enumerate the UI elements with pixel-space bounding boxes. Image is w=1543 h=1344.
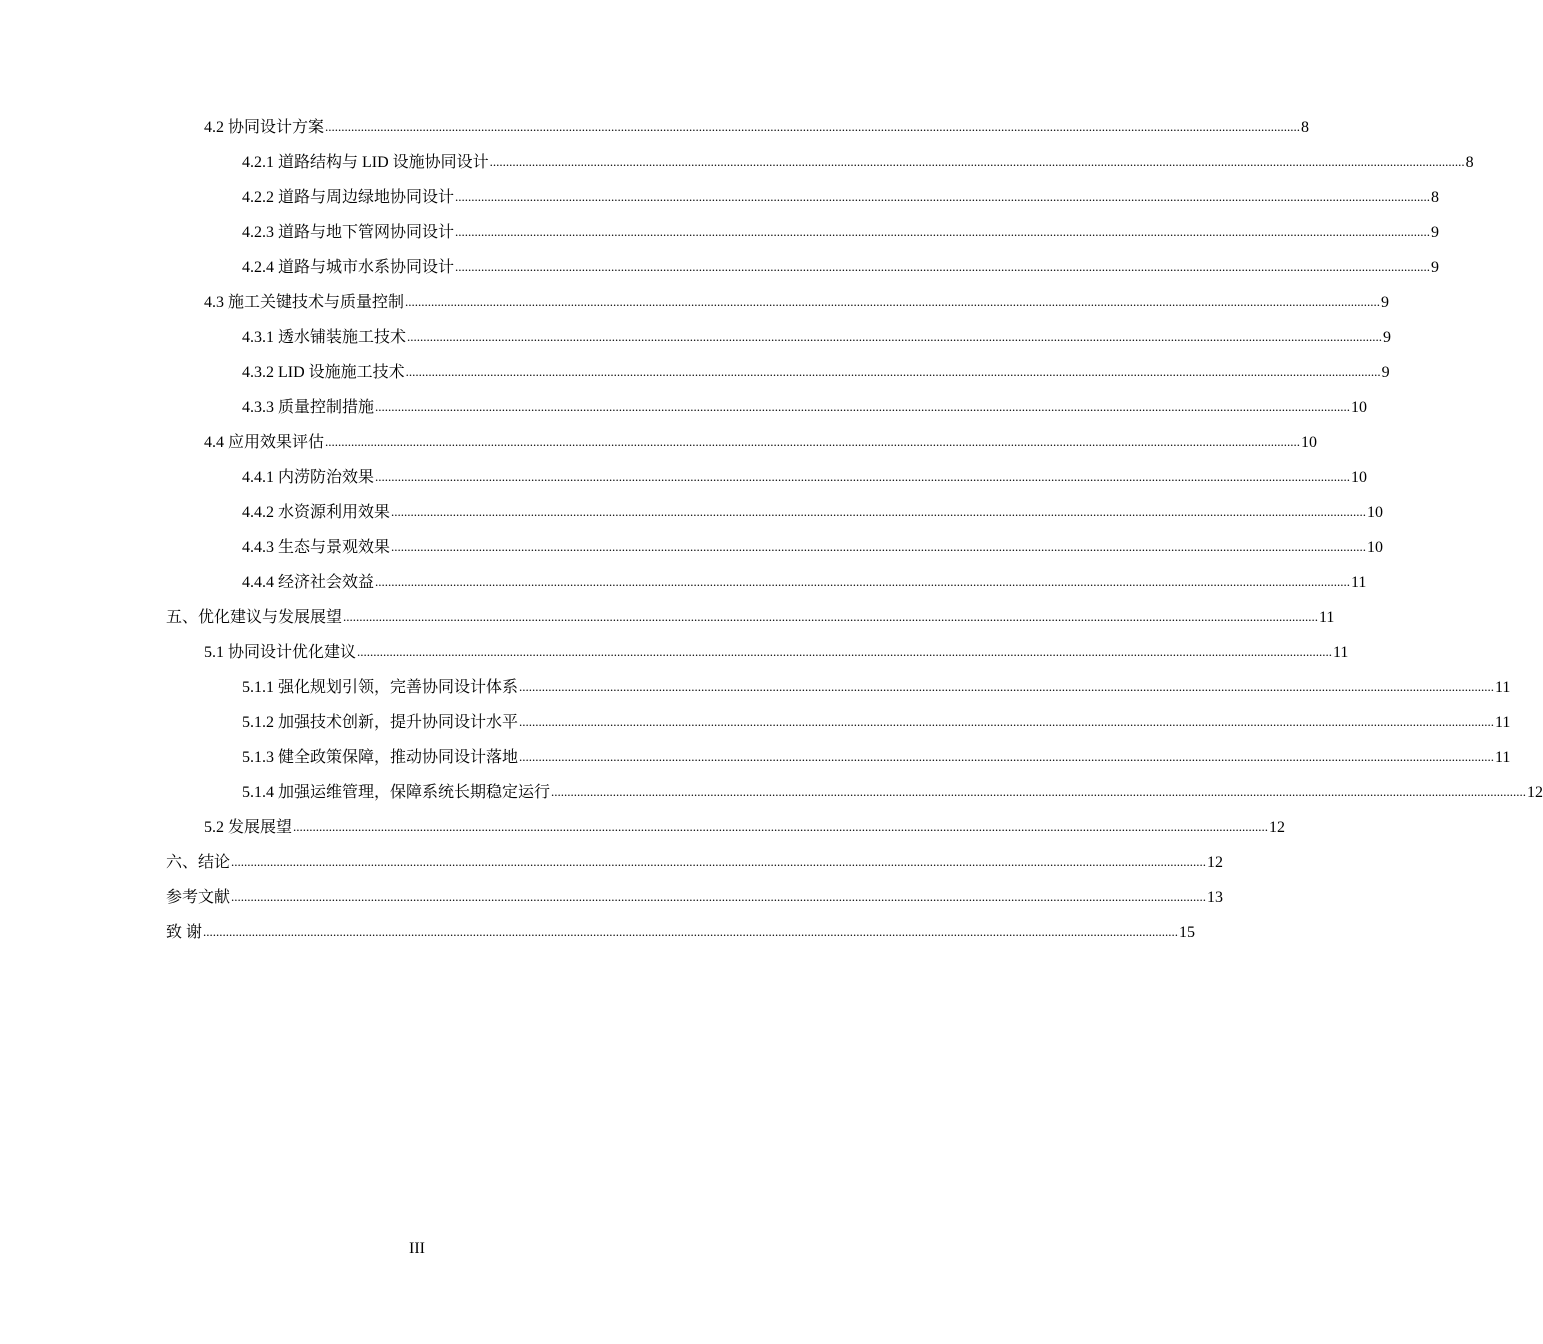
toc-dot-leader: ............................................................................................................................................................................................................................................................................................................: [231, 854, 1207, 869]
toc-dot-leader: ............................................................................................................................................................................................................................................................................................................: [405, 294, 1381, 309]
toc-dot-leader: ............................................................................................................................................................................................................................................................................................................: [391, 539, 1367, 554]
toc-dot-leader: ............................................................................................................................................................................................................................................................................................................: [293, 819, 1269, 834]
toc-dot-leader: ............................................................................................................................................................................................................................................................................................................: [519, 679, 1495, 694]
toc-entry-page: 9: [1383, 329, 1392, 346]
toc-entry-page: 10: [1367, 504, 1384, 521]
toc-entry-page: 9: [1431, 259, 1440, 276]
toc-entry-page: 8: [1465, 154, 1474, 171]
toc-entry-page: 9: [1381, 364, 1390, 381]
toc-entry-page: 12: [1207, 854, 1224, 871]
toc-entry[interactable]: [204, 289, 1390, 313]
toc-entry-page: 11: [1495, 749, 1511, 766]
page-number: III: [409, 1240, 425, 1257]
toc-entry[interactable]: [242, 569, 1367, 593]
toc-entry-page: 8: [1431, 189, 1440, 206]
toc-entry-title: 4.2 协同设计方案: [204, 119, 325, 136]
toc-entry-page: 10: [1351, 469, 1368, 486]
toc-dot-leader: ............................................................................................................................................................................................................................................................................................................: [375, 469, 1351, 484]
toc-entry[interactable]: [242, 744, 1511, 768]
toc-entry-title: 5.1.3 健全政策保障，推动协同设计落地: [242, 749, 519, 766]
toc-entry[interactable]: [204, 114, 1310, 138]
toc-entry-title: 5.1.4 加强运维管理，保障系统长期稳定运行: [242, 784, 551, 801]
toc-entry-title: 4.3.3 质量控制措施: [242, 399, 375, 416]
toc-entry-page: 11: [1351, 574, 1367, 591]
toc-entry-title: 5.1.2 加强技术创新，提升协同设计水平: [242, 714, 519, 731]
toc-dot-leader: ............................................................................................................................................................................................................................................................................................................: [343, 609, 1319, 624]
toc-dot-leader: ............................................................................................................................................................................................................................................................................................................: [357, 644, 1333, 659]
toc-entry[interactable]: [166, 919, 1196, 943]
toc-entry[interactable]: [242, 184, 1440, 208]
toc-entry[interactable]: [242, 499, 1384, 523]
toc-dot-leader: ............................................................................................................................................................................................................................................................................................................: [405, 364, 1381, 379]
toc-entry[interactable]: [166, 884, 1224, 908]
toc-entry-page: 9: [1431, 224, 1440, 241]
toc-entry[interactable]: [242, 219, 1440, 243]
toc-dot-leader: ............................................................................................................................................................................................................................................................................................................: [231, 889, 1207, 904]
toc-entry-page: 9: [1381, 294, 1390, 311]
toc-dot-leader: ............................................................................................................................................................................................................................................................................................................: [391, 504, 1367, 519]
toc-entry[interactable]: [242, 709, 1511, 733]
toc-entry[interactable]: [242, 674, 1511, 698]
toc-dot-leader: ............................................................................................................................................................................................................................................................................................................: [203, 924, 1179, 939]
toc-entry[interactable]: [242, 534, 1384, 558]
toc-entry-title: 4.4.4 经济社会效益: [242, 574, 375, 591]
toc-entry[interactable]: [204, 429, 1318, 453]
toc-entry-title: 4.2.1 道路结构与 LID 设施协同设计: [242, 154, 489, 171]
toc-entry-page: 11: [1495, 679, 1511, 696]
toc-dot-leader: ............................................................................................................................................................................................................................................................................................................: [375, 574, 1351, 589]
toc-dot-leader: ............................................................................................................................................................................................................................................................................................................: [455, 189, 1431, 204]
toc-entry-page: 10: [1301, 434, 1318, 451]
toc-entry-title: 4.2.4 道路与城市水系协同设计: [242, 259, 455, 276]
toc-entry[interactable]: [242, 254, 1440, 278]
toc-dot-leader: ............................................................................................................................................................................................................................................................................................................: [407, 329, 1383, 344]
toc-entry-page: 12: [1527, 784, 1543, 801]
toc-dot-leader: ............................................................................................................................................................................................................................................................................................................: [455, 259, 1431, 274]
toc-entry-page: 11: [1319, 609, 1335, 626]
toc-entry-title: 5.2 发展展望: [204, 819, 293, 836]
toc-dot-leader: ............................................................................................................................................................................................................................................................................................................: [489, 154, 1465, 169]
toc-entry-title: 4.3 施工关键技术与质量控制: [204, 294, 405, 311]
toc-entry[interactable]: [242, 149, 1474, 173]
toc-entry-title: 致 谢: [166, 924, 203, 941]
toc-entry-title: 4.4 应用效果评估: [204, 434, 325, 451]
toc-entry-title: 六、结论: [166, 854, 231, 871]
toc-entry-title: 5.1 协同设计优化建议: [204, 644, 357, 661]
toc-entry-page: 8: [1301, 119, 1310, 136]
toc-entry-title: 4.4.2 水资源利用效果: [242, 504, 391, 521]
toc-entry-title: 参考文献: [166, 889, 231, 906]
toc-entry-page: 15: [1179, 924, 1196, 941]
toc-dot-leader: ............................................................................................................................................................................................................................................................................................................: [551, 784, 1527, 799]
toc-entry[interactable]: [166, 604, 1335, 628]
toc-dot-leader: ............................................................................................................................................................................................................................................................................................................: [455, 224, 1431, 239]
toc-entry[interactable]: [204, 639, 1349, 663]
toc-dot-leader: ............................................................................................................................................................................................................................................................................................................: [519, 714, 1495, 729]
toc-entry-page: 11: [1495, 714, 1511, 731]
toc-entry-title: 4.2.2 道路与周边绿地协同设计: [242, 189, 455, 206]
toc-entry[interactable]: [204, 814, 1286, 838]
toc-dot-leader: ............................................................................................................................................................................................................................................................................................................: [519, 749, 1495, 764]
toc-entry-title: 4.3.2 LID 设施施工技术: [242, 364, 405, 381]
toc-entry[interactable]: [242, 394, 1368, 418]
toc-entry-title: 五、优化建议与发展展望: [166, 609, 343, 626]
toc-entry-page: 13: [1207, 889, 1224, 906]
toc-entry-page: 10: [1367, 539, 1384, 556]
toc-entry-title: 4.3.1 透水铺装施工技术: [242, 329, 407, 346]
toc-entry-page: 12: [1269, 819, 1286, 836]
toc-entry-title: 4.4.1 内涝防治效果: [242, 469, 375, 486]
toc-entry[interactable]: [242, 779, 1543, 803]
toc-dot-leader: ............................................................................................................................................................................................................................................................................................................: [325, 119, 1301, 134]
toc-entry[interactable]: [166, 849, 1224, 873]
toc-entry-title: 4.2.3 道路与地下管网协同设计: [242, 224, 455, 241]
toc-entry[interactable]: [242, 359, 1390, 383]
toc-dot-leader: ............................................................................................................................................................................................................................................................................................................: [375, 399, 1351, 414]
toc-entry-page: 11: [1333, 644, 1349, 661]
toc-dot-leader: ............................................................................................................................................................................................................................................................................................................: [325, 434, 1301, 449]
toc-entry[interactable]: [242, 324, 1392, 348]
toc-entry[interactable]: [242, 464, 1368, 488]
toc-entry-title: 4.4.3 生态与景观效果: [242, 539, 391, 556]
toc-entry-page: 10: [1351, 399, 1368, 416]
toc-entry-title: 5.1.1 强化规划引领，完善协同设计体系: [242, 679, 519, 696]
